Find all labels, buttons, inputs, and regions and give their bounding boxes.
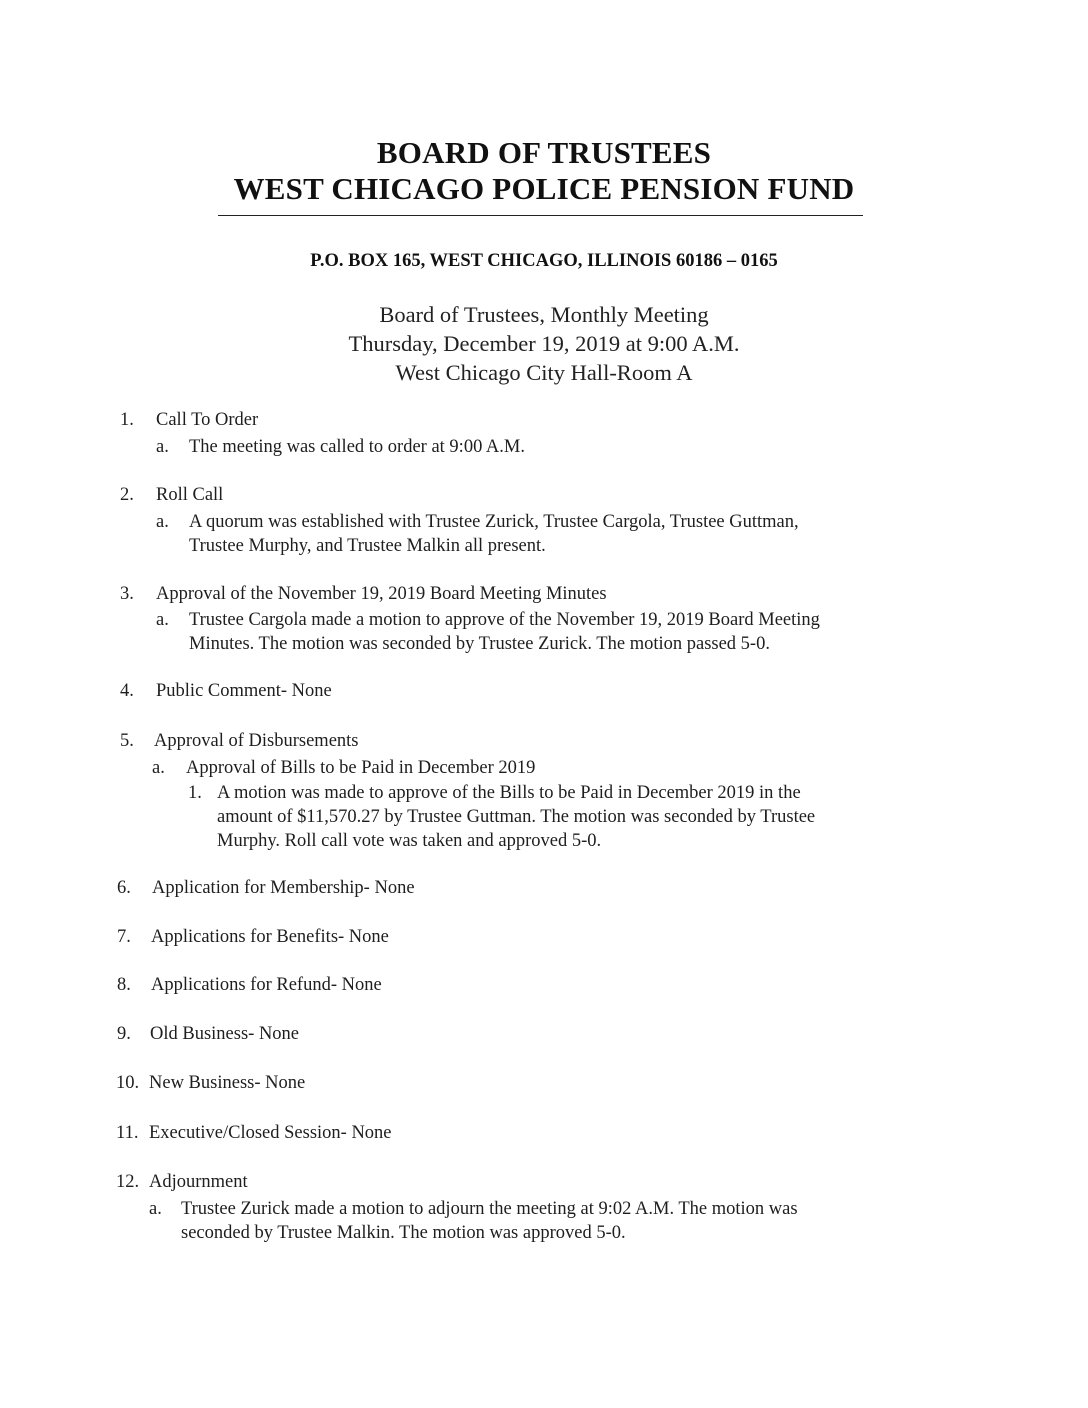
item-number: 5.: [120, 731, 134, 751]
item-number: 6.: [117, 878, 131, 898]
item-title: Old Business- None: [150, 1024, 300, 1044]
subsubitem-text-line1: A motion was made to approve of the Bills to be Paid in December 2019 in the: [217, 783, 801, 803]
item-title: Application for Membership- None: [152, 878, 415, 898]
subsubitem-text-line3: Murphy. Roll call vote was taken and approved 5-0.: [217, 831, 602, 851]
subsubitem-text-line2: amount of $11,570.27 by Trustee Guttman. The motion was seconded by Trustee: [217, 807, 816, 827]
item-number: 11.: [116, 1123, 139, 1143]
item-number: 3.: [120, 584, 134, 604]
item-number: 1.: [120, 410, 134, 430]
meeting-location: West Chicago City Hall-Room A: [395, 360, 693, 385]
item-number: 8.: [117, 975, 131, 995]
item-number: 2.: [120, 485, 134, 505]
subitem-text-line2: Minutes. The motion was seconded by Trustee Zurick. The motion passed 5-0.: [189, 634, 770, 654]
meeting-datetime: Thursday, December 19, 2019 at 9:00 A.M.: [348, 331, 740, 356]
subitem-text-line1: Trustee Zurick made a motion to adjourn the meeting at 9:02 A.M. The motion was: [181, 1199, 798, 1219]
item-title: Roll Call: [156, 485, 224, 505]
subitem-text-line1: Trustee Cargola made a motion to approve of the November 19, 2019 Board Meeting: [189, 610, 820, 630]
item-number: 12.: [116, 1172, 140, 1192]
item-title: Executive/Closed Session- None: [149, 1123, 392, 1143]
item-title: Call To Order: [156, 410, 259, 430]
mailing-address: P.O. BOX 165, WEST CHICAGO, ILLINOIS 60186 – 0165: [310, 251, 778, 271]
item-title: Adjournment: [149, 1172, 248, 1192]
subitem-marker: a.: [152, 758, 165, 778]
subitem-text-line2: seconded by Trustee Malkin. The motion was approved 5-0.: [181, 1223, 626, 1243]
item-title: New Business- None: [149, 1073, 306, 1093]
item-number: 10.: [116, 1073, 140, 1093]
subitem-text-line2: Trustee Murphy, and Trustee Malkin all present.: [189, 536, 546, 556]
meeting-name: Board of Trustees, Monthly Meeting: [379, 302, 709, 327]
document-title-line1: BOARD OF TRUSTEES: [376, 135, 712, 170]
subitem-marker: a.: [156, 512, 169, 532]
subitem-marker: a.: [149, 1199, 162, 1219]
subitem-text: Approval of Bills to be Paid in December 2019: [186, 758, 536, 778]
item-number: 4.: [120, 681, 134, 701]
subitem-marker: a.: [156, 610, 169, 630]
subsubitem-marker: 1.: [188, 783, 202, 803]
title-underline: [218, 215, 863, 216]
item-title: Applications for Benefits- None: [151, 927, 389, 947]
subitem-text: The meeting was called to order at 9:00 A.M.: [189, 437, 525, 457]
item-title: Applications for Refund- None: [151, 975, 382, 995]
item-title: Public Comment- None: [156, 681, 332, 701]
document-title-line2: WEST CHICAGO POLICE PENSION FUND: [233, 171, 855, 206]
item-number: 9.: [117, 1024, 131, 1044]
subitem-marker: a.: [156, 437, 169, 457]
subitem-text-line1: A quorum was established with Trustee Zurick, Trustee Cargola, Trustee Guttman,: [189, 512, 799, 532]
item-number: 7.: [117, 927, 131, 947]
item-title: Approval of Disbursements: [154, 731, 359, 751]
item-title: Approval of the November 19, 2019 Board Meeting Minutes: [156, 584, 607, 604]
